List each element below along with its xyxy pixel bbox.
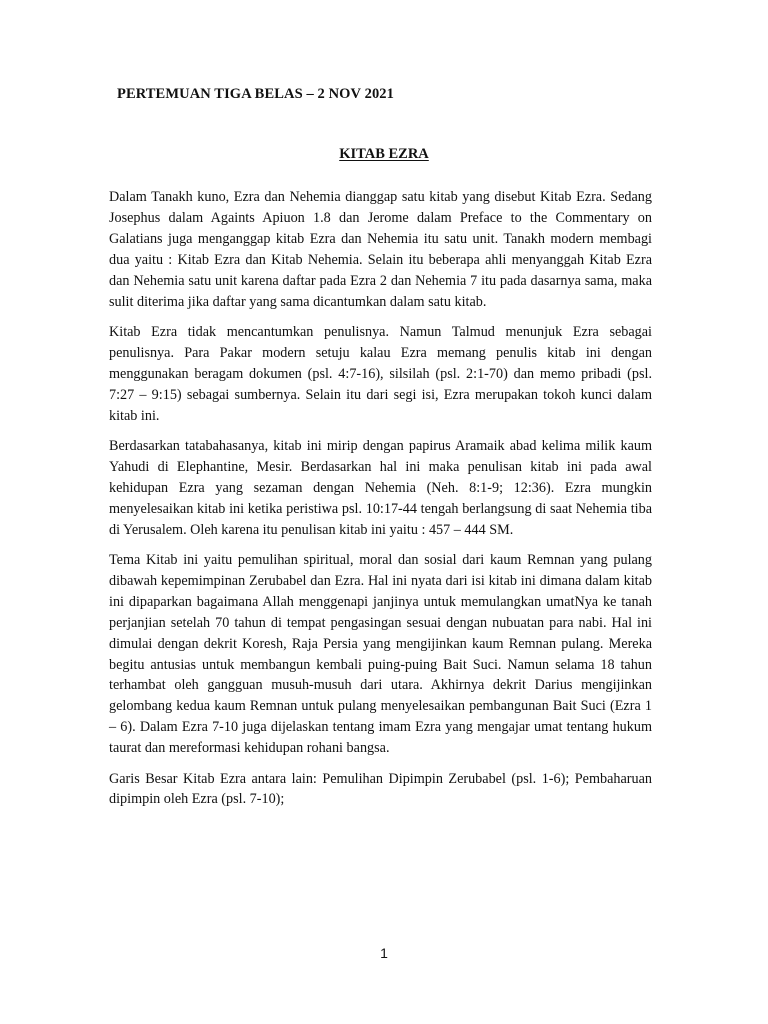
page-number: 1 <box>380 945 388 961</box>
meeting-heading: PERTEMUAN TIGA BELAS – 2 NOV 2021 <box>117 86 394 102</box>
paragraph-dating: Berdasarkan tatabahasanya, kitab ini mirip dengan papirus Aramaik abad kelima milik kaum Yahudi di Elephantine, Mesir. Berdasarkan hal ini maka penulisan kitab ini pada awal kehidupan Ezra yang sezaman dengan Nehemia (Neh. 8:1-9; 12:36). Ezra mungkin menyelesaikan kitab ini ketika peristiwa psl. 10:17-44 tengah berlangsung di saat Nehemia tiba di Yerusalem. Oleh karena itu penulisan kitab ini yaitu : 457 – 444 SM. <box>109 437 652 538</box>
body-text <box>109 187 652 820</box>
paragraph-theme: Tema Kitab ini yaitu pemulihan spiritual, moral dan sosial dari kaum Remnan yang pulang dibawah kepemimpinan Zerubabel dan Ezra. Hal ini nyata dari isi kitab ini dimana dalam kitab ini dipaparkan bagaimana Allah menggenapi janjinya untuk memulangkan umatNya ke tanah perjanjian setelah 70 tahun di tempat pengasingan sesuai dengan nubuatan para nabi. Hal ini dimulai dengan dekrit Koresh, Raja Persia yang mengijinkan kaum Remnan pulang. Mereka begitu antusias untuk membangun kembali puing-puing Bait Suci. Namun selama 18 tahun terhambat oleh gangguan musuh-musuh dari utara. Akhirnya dekrit Darius mengijinkan gelombang kedua kaum Remnan untuk pulang menyelesaikan pembangunan Bait Suci (Ezra 1 – 6). Dalam Ezra 7-10 juga dijelaskan tentang imam Ezra yang mengajar umat tentang hukum taurat dan mereformasi kehidupan rohani bangsa. <box>109 552 652 757</box>
paragraph-author: Kitab Ezra tidak mencantumkan penulisnya. Namun Talmud menunjuk Ezra sebagai penulisnya. Para Pakar modern setuju kalau Ezra memang penulis kitab ini dengan menggunakan beragam dokumen (psl. 4:7-16), silsilah (psl. 2:1-70) dan memo pribadi (psl. 7:27 – 9:15) sebagai sumbernya. Selain itu dari segi isi, Ezra merupakan tokoh kunci dalam kitab ini. <box>109 323 652 424</box>
paragraph-intro: Dalam Tanakh kuno, Ezra dan Nehemia dianggap satu kitab yang disebut Kitab Ezra. Sedang Josephus dalam Againts Apiuon 1.8 dan Jerome dalam Preface to the Commentary on Galatians juga menganggap kitab Ezra dan Nehemia itu satu unit. Tanakh modern membagi dua yaitu : Kitab Ezra dan Kitab Nehemia. Selain itu beberapa ahli menyanggah Kitab Ezra dan Nehemia satu unit karena daftar pada Ezra 2 dan Nehemia 7 itu pada dasarnya sama, maka sulit diterima jika daftar yang sama dicantumkan dalam satu kitab. <box>109 189 652 310</box>
book-title: KITAB EZRA <box>339 146 429 162</box>
paragraph-outline: Garis Besar Kitab Ezra antara lain: Pemulihan Dipimpin Zerubabel (psl. 1-6); Pembaharuan dipimpin oleh Ezra (psl. 7-10); <box>109 770 652 808</box>
